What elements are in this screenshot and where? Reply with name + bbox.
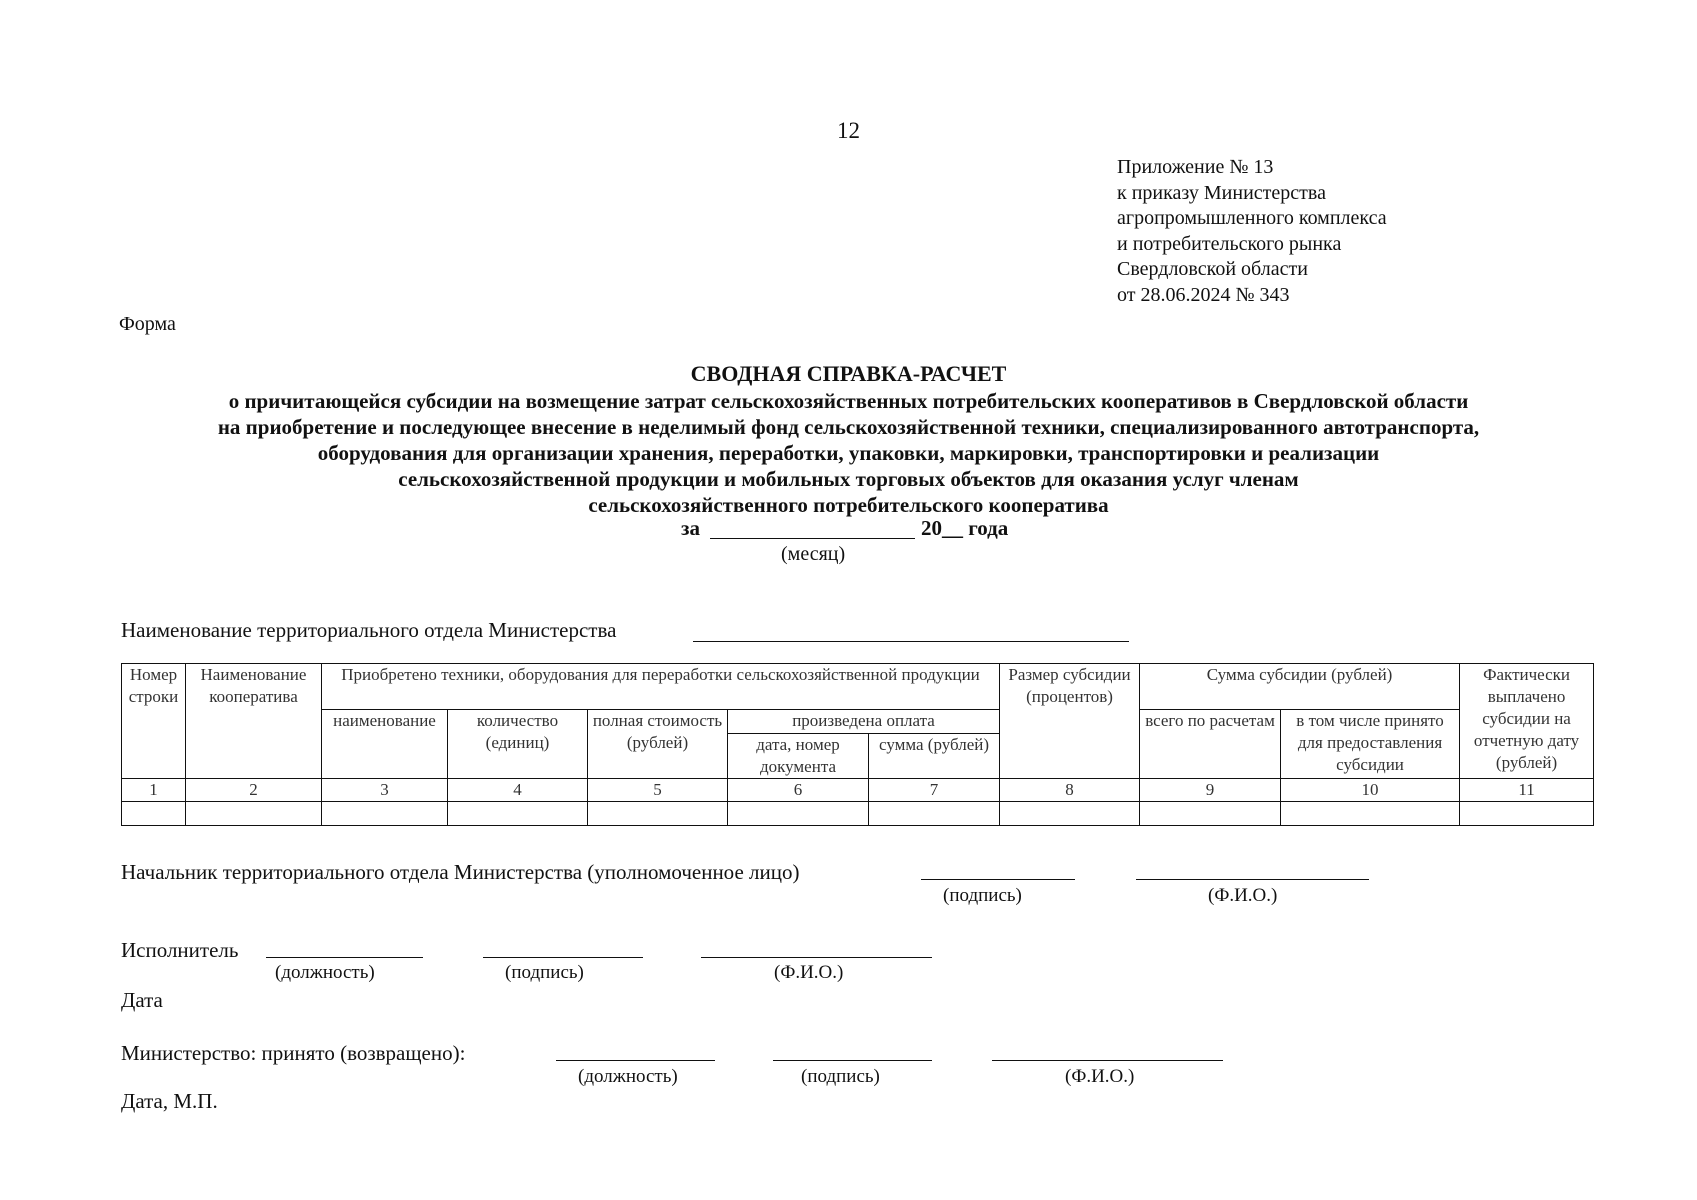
ministry-name-line — [992, 1060, 1223, 1061]
ministry-position-line — [556, 1060, 715, 1061]
column-number: 4 — [448, 779, 588, 802]
column-number: 7 — [869, 779, 1000, 802]
header-accepted-for-subsidy: в том числе принято для предоставления субсидии — [1281, 710, 1460, 779]
annex-line: к приказу Министерства — [1117, 181, 1326, 204]
head-sign-line — [921, 879, 1075, 880]
month-hint: (месяц) — [781, 543, 846, 565]
header-subsidy-sum-group: Сумма субсидии (рублей) — [1140, 664, 1460, 710]
table-cell — [1140, 802, 1281, 826]
column-number: 5 — [588, 779, 728, 802]
table-cell — [1000, 802, 1140, 826]
table-cell — [1281, 802, 1460, 826]
table-cell — [122, 802, 186, 826]
executor-position-line — [266, 957, 423, 958]
form-label: Форма — [119, 313, 176, 335]
calculation-table — [121, 663, 1594, 826]
header-quantity: количество (единиц) — [448, 710, 588, 779]
table-cell — [186, 802, 322, 826]
column-number: 8 — [1000, 779, 1140, 802]
title-line: сельскохозяйственной продукции и мобильных торговых объектов для оказания услуг членам — [398, 467, 1299, 491]
header-payment-sum: сумма (рублей) — [869, 734, 1000, 779]
ministry-date-label: Дата, М.П. — [121, 1089, 218, 1113]
column-number: 2 — [186, 779, 322, 802]
header-actually-paid: Фактически выплачено субсидии на отчетную дату (рублей) — [1460, 664, 1594, 779]
column-number: 6 — [728, 779, 869, 802]
executor-name-hint: (Ф.И.О.) — [774, 962, 844, 983]
header-paid-group: произведена оплата — [728, 710, 1000, 734]
annex-line: и потребительского рынка — [1117, 232, 1342, 255]
header-cooperative-name: Наименование кооператива — [186, 664, 322, 779]
annex-line: от 28.06.2024 № 343 — [1117, 283, 1290, 306]
annex-block — [1117, 155, 1387, 308]
ministry-position-hint: (должность) — [578, 1066, 678, 1087]
annex-line: Приложение № 13 — [1117, 156, 1274, 178]
table-cell — [1460, 802, 1594, 826]
title-line: сельскохозяйственного потребительского кооператива — [588, 493, 1109, 517]
title-line: оборудования для организации хранения, переработки, упаковки, маркировки, транспортировки и реализации — [317, 441, 1380, 465]
executor-date-label: Дата — [121, 988, 163, 1012]
header-acquired-group: Приобретено техники, оборудования для переработки сельскохозяйственной продукции — [322, 664, 1000, 710]
title-main: СВОДНАЯ СПРАВКА-РАСЧЕТ — [690, 361, 1007, 386]
table-row — [122, 802, 1594, 826]
annex-line: Свердловской области — [1117, 258, 1308, 280]
ministry-sign-hint: (подпись) — [801, 1066, 880, 1087]
ministry-sign-line — [773, 1060, 932, 1061]
period-prefix: за — [681, 516, 700, 540]
head-signature-label: Начальник территориального отдела Министерства (уполномоченное лицо) — [121, 860, 800, 884]
head-name-hint: (Ф.И.О.) — [1208, 885, 1278, 906]
table-cell — [728, 802, 869, 826]
title-line: о причитающейся субсидии на возмещение затрат сельскохозяйственных потребительских кооперативов в Свердловской области — [228, 389, 1469, 413]
executor-position-hint: (должность) — [275, 962, 375, 983]
header-total-calculated: всего по расчетам — [1140, 710, 1281, 779]
table-cell — [869, 802, 1000, 826]
table-cell — [322, 802, 448, 826]
header-subsidy-rate: Размер субсидии (процентов) — [1000, 664, 1140, 779]
department-label: Наименование территориального отдела Министерства — [121, 618, 617, 642]
header-full-cost: полная стоимость (рублей) — [588, 710, 728, 779]
table-cell — [448, 802, 588, 826]
column-number: 1 — [122, 779, 186, 802]
ministry-label: Министерство: принято (возвращено): — [121, 1041, 466, 1065]
column-number: 11 — [1460, 779, 1594, 802]
executor-sign-line — [483, 957, 643, 958]
department-blank-line — [693, 641, 1129, 642]
document-title — [0, 360, 1697, 518]
title-line: на приобретение и последующее внесение в неделимый фонд сельскохозяйственной техники, специализированного автотранспорта, — [217, 415, 1480, 439]
executor-sign-hint: (подпись) — [505, 962, 584, 983]
ministry-name-hint: (Ф.И.О.) — [1065, 1066, 1135, 1087]
annex-line: агропромышленного комплекса — [1117, 207, 1387, 229]
column-number: 9 — [1140, 779, 1281, 802]
header-payment-document: дата, номер документа — [728, 734, 869, 779]
table-cell — [588, 802, 728, 826]
header-row-number: Номер строки — [122, 664, 186, 779]
executor-label: Исполнитель — [121, 938, 239, 962]
column-number: 3 — [322, 779, 448, 802]
header-item-name: наименование — [322, 710, 448, 779]
head-sign-hint: (подпись) — [943, 885, 1022, 906]
head-name-line — [1136, 879, 1369, 880]
column-number: 10 — [1281, 779, 1460, 802]
page-number: 12 — [837, 118, 860, 143]
executor-name-line — [701, 957, 932, 958]
period-year: 20__ года — [921, 516, 1009, 540]
month-blank-line — [710, 538, 915, 539]
